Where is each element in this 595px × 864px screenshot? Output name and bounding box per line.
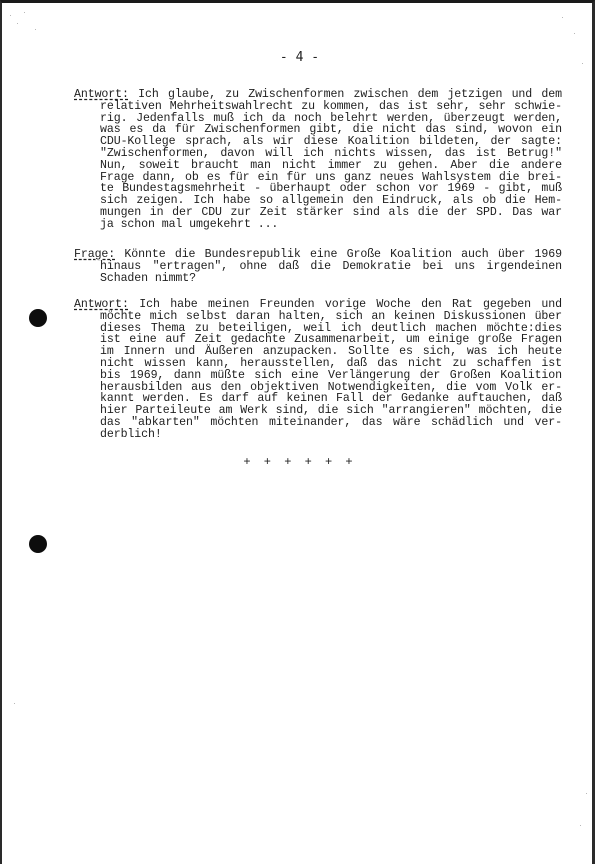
paragraph-line: sich zeigen. Ich habe so allgemein den Eindruck, als ob die Hem- [100,194,562,208]
paragraph-line: te Bundestagsmehrheit - überhaupt oder schon vor 1969 - gibt, muß [100,182,562,196]
answer-paragraph-1 [74,89,562,231]
page-number: - 4 - [279,50,320,65]
paragraph-line: hinaus "ertragen", ohne daß die Demokratie bei uns irgendeinen [100,259,562,273]
paragraph-line: dieses Thema zu beteiligen, weil ich deutlich machen möchte:dies [100,321,562,335]
speaker-label: Frage: [74,248,116,261]
paragraph-line: Frage: Könnte die Bundesrepublik eine Große Koalition auch über 1969 [74,248,562,261]
paragraph-line: Schaden nimmt? [100,271,197,285]
scan-speck [10,15,11,16]
paragraph-line: im Innern und Äußeren anzupacken. Sollte es sich, was ich heute [100,345,562,359]
paragraph-line: kannt werden. Es darf auf keinen Fall der Gedanke auftauchen, daß [100,392,562,406]
paragraph-line: "Zwischenformen, davon will ich nichts wissen, das ist Betrug!" [100,146,562,160]
scan-speck [17,23,18,24]
paragraph-line: mungen in der CDU zur Zeit stärker sind als die der SPD. Das war [100,205,562,219]
paragraph-line: was es da für Zwischenformen gibt, die nicht das sind, wovon ein [100,123,562,137]
paragraph-line: möchte mich selbst daran halten, sich an keinen Diskussionen über [100,309,562,323]
paragraph-line: herausbilden aus den objektiven Notwendigkeiten, die vom Volk er- [100,380,562,394]
scan-speck [586,793,587,794]
answer-paragraph-2 [74,299,562,441]
paragraph-line: Antwort: Ich habe meinen Freunden vorige Woche den Rat gegeben und [74,298,562,311]
scan-speck [35,29,36,30]
paragraph-line: CDU-Kollege sprach, als wir diese Koalition bildeten, der sagte: [100,135,562,149]
end-marks: + + + + + + [243,455,356,469]
paragraph-line: rig. Jedenfalls muß ich da noch belehrt werden, überzeugt werden, [100,111,562,125]
paragraph-line: derblich! [100,427,162,441]
paragraph-line: nicht wissen kann, herausstellen, daß das nicht zu schaffen ist [100,356,562,370]
paragraph-line: ist eine auf Zeit gedachte Zusammenarbeit, um einige große Fragen [100,333,562,347]
speaker-label: Antwort: [74,88,129,101]
paragraph-line: Nun, soweit braucht man nicht immer zu gehen. Aber die andere [100,158,562,172]
scan-speck [580,825,581,826]
paragraph-line: relativen Mehrheitswahlrecht zu kommen, das ist sehr, sehr schwie- [100,99,562,113]
paragraph-line: Antwort: Ich glaube, zu Zwischenformen zwischen dem jetzigen und dem [74,88,562,101]
paragraph-line: Frage dann, ob es für ein für uns ganz neues Wahlsystem die brei- [100,170,562,184]
punch-hole-bottom [29,535,47,553]
paragraph-line: hier Parteileute am Werk sind, die sich "arrangieren" möchten, die [100,404,562,418]
question-paragraph [74,249,562,284]
scan-speck [574,33,575,34]
scan-speck [582,63,583,64]
speaker-label: Antwort: [74,298,129,311]
paragraph-line: bis 1969, dann müßte sich eine Verlängerung der Großen Koalition [100,368,562,382]
scan-speck [24,12,25,13]
scan-speck [562,17,563,18]
paragraph-line: ja schon mal umgekehrt ... [100,217,279,231]
paragraph-line: das "abkarten" möchten miteinander, das wäre schädlich und ver- [100,415,562,429]
scan-speck [14,703,15,704]
punch-hole-top [29,309,47,327]
